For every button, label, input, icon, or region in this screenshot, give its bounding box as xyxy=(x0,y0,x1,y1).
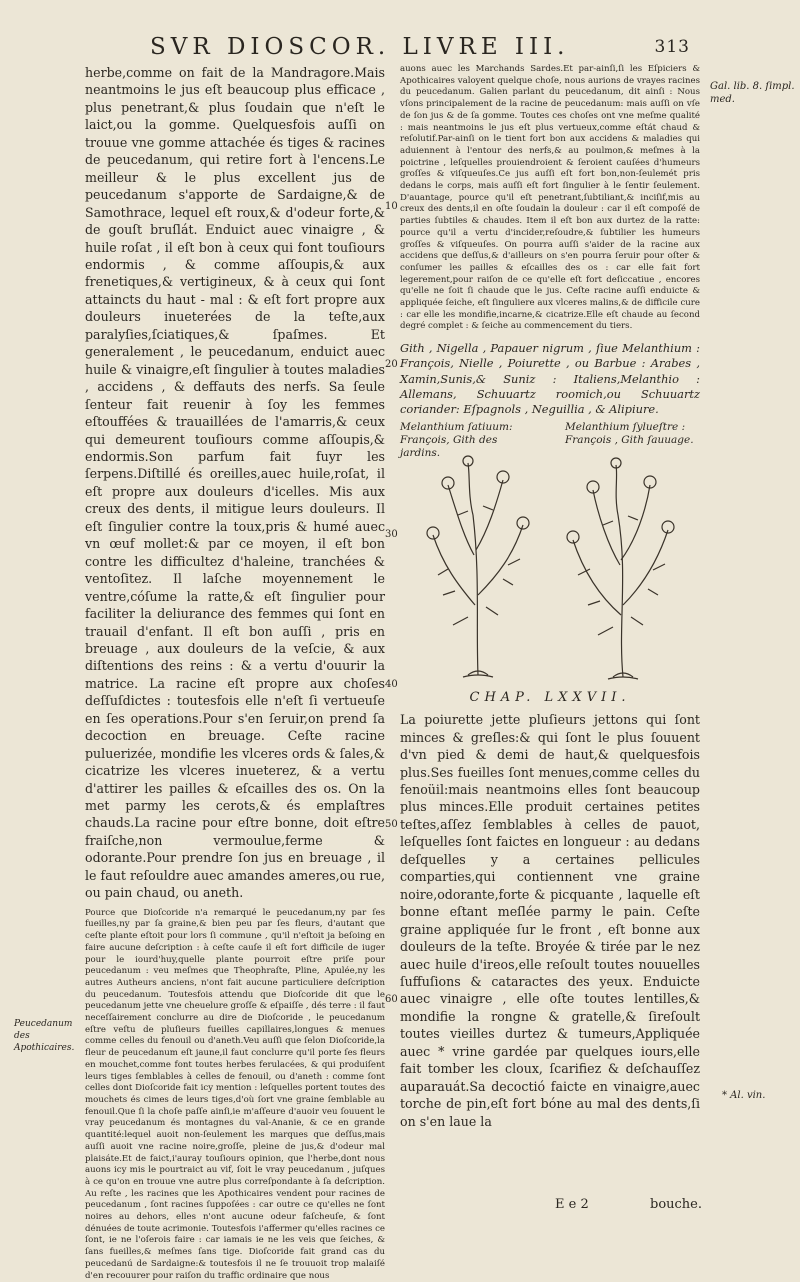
running-title: SVR DIOSCOR. LIVRE III. xyxy=(150,34,570,60)
illustration-label-right: Melanthium ſylueſtre : François , Gith ſauuage. xyxy=(565,421,694,447)
woodcut-illustration xyxy=(400,421,700,686)
left-main-text: herbe,comme on fait de la Mandragore.Mais neantmoins le jus eſt beaucoup plus efficace , plus penetrant,& plus ſoudain que n'eſt le laict,ou la gomme. Quelquesfois auſſi on trouue vne gomme attachée és tiges & racines de peucedanum, qui retire fort à l'encens.Le meilleur & le plus excellent jus de peucedanum s'apporte de Sardaigne,& de Samothrace, lequel eſt roux,& d'odeur forte,& de gouſt bruſlát. Enduict auec vinaigre , & huile roſat , il eſt bon à ceux qui font touſiours endormis , & comme aſſoupis,& aux frenetiques,& vertigineux, & à ceux qui ſont attaincts du haut - mal : & eſt fort propre aux douleurs inueterées de la teſte,aux paralyſies,ſciatiques,& ſpaſmes. Et generalement , le peucedanum, enduict auec huile & vinaigre,eſt ſingulier à toutes maladies , accidens , & deffauts des nerfs. Sa ſeule ſenteur fait reuenir à ſoy les femmes eſtouffées & trauaillées de l'amarris,& ceux qui demeurent touſiours comme aſſoupis,& endormis.Son parfum fait fuyr les ſerpens.Diſtillé és oreilles,auec huile,roſat, il eſt propre aux douleurs d'icelles. Mis aux creux des dents, il mitigue leurs douleurs. Il eſt ſingulier contre la toux,pris & humé auec vn œuf mollet:& par ce moyen, il eſt bon contre les difficultez d'haleine, tranchées & ventoſitez. Il laſche moyennement le ventre,cóſume la ratte,& eſt ſingulier pour faciliter la deliurance des femmes qui ſont en trauail d'enfant. Il eſt bon auſſi , pris en breuage , aux douleurs de la veſcie, & aux diſtentions des reins : & a vertu d'ouurir la matrice. La racine eſt propre aux choſes deſſuſdictes : toutesfois elle n'eſt ſi vertueuſe en ſes operations.Pour s'en ſeruir,on prend ſa decoction en breuage. Ceſte racine puluerizée, mondifie les vlceres ords & ſales,& cicatrize les vlceres inueterez, & a vertu d'attirer les pailles & eſcailles des os. On la met parmy les cerots,& és emplaſtres chauds.La racine pour eſtre bonne, doit eſtre fraiſche,non vermoulue,ferme & odorante.Pour prendre ſon jus en breuage , il le faut reſouldre auec amandes ameres,ou rue, ou pain chaud, ou aneth. xyxy=(85,65,385,901)
page-number: 313 xyxy=(654,37,690,57)
line-number: 60 xyxy=(385,994,398,1005)
line-number: 10 xyxy=(385,201,398,212)
line-number: 30 xyxy=(385,529,398,540)
margin-note-right-bottom: * Al. vin. xyxy=(722,1090,766,1101)
right-annotation: auons auec les Marchands Sardes.Et par-ainſi,ſi les Eſpiciers & Apothicaires valoyent quelque choſe, nous aurions de vrayes racines du peucedanum. Galien parlant du peucedanum, dit ainſi : Nous vſons principalement de la racine de peucedanum: mais auſſi on vſe de ſon jus & de ſa gomme. Toutes ces choſes ont vne meſme qualité : mais neantmoins le jus eſt plus vertueux,comme eſtát chaud & reſolutif.Par-ainſi on le tient fort bon aux accidens & maladies qui aduiennent à l'entour des nerfs,& au poulmon,& meſmes à la poictrine , leſquelles prouiendroient & ſeroient cauſées d'humeurs groſſes & viſqueuſes.Ce jus auſſi eſt fort bon,non-ſeulemét pris dedans le corps, mais auſſi eſt fort ſingulier à le ſentir ſeulement. D'auantage, pource qu'il eſt penetrant,ſubtiliant,& inciſif,mis au creux des dents,il en oſte ſoudain la douleur : car il eſt compoſé de parties ſubtiles & chaudes. Item il eſt bon aux durtez de la ratte: pource qu'il a vertu d'incider,reſoudre,& ſubtilier les humeurs groſſes & viſqueuſes. On pourra auſſi s'aider de la racine aux accidens que deſſus,& d'ailleurs on s'en pourra ſeruir pour oſter & conſumer les pailles & eſcailles des os : car elle fait fort legerement,pour raiſon de ce qu'elle eſt fort deſiccatiue , encores qu'elle ne ſoit ſi chaude que le jus. Ceſte racine auſſi enduicte & appliquée ſeiche, eſt ſinguliere aux vlceres malins,& de difficile cure : car elle les mondifie,incarne,& cicatrize.Elle eſt chaude au ſecond degré complet : & ſeiche au commencement du tiers. xyxy=(400,64,700,332)
plant-right xyxy=(567,458,674,679)
catchword: bouche. xyxy=(650,1197,702,1212)
left-annotation: Pource que Dioſcoride n'a remarqué le peucedanum,ny par ſes fueilles,ny par ſa graine,& bien peu par ſes fleurs, d'autant que ceſte plante eſtoit pour lors ſi commune , qu'il n'eſtoit ja beſoing en faire aucune deſcription : à ceſte cauſe il eſt fort difficile de iuger pour le iourd'huy,quelle plante pourroit eſtre priſe pour peucedanum : veu meſmes que Theophraſte, Pline, Apulée,ny les autres Autheurs anciens, n'ont fait aucune particuliere deſcription du peucedanum. Toutesfois attendu que Dioſcoride dit que le peucedanum jette vne cheuelure groſſe & eſpaiſſe , dés terre : il faut neceſſairement conclurre au dire de Dioſcoride , le peucedanum eſtre veſtu de pluſieurs fueilles capillaires,longues & menues comme celles du fenouil ou d'aneth.Veu auſſi que ſelon Dioſcoride,la fleur de peucedanum eſt jaune,il faut conclurre qu'il porte ſes fleurs en mouchet,comme font toutes herbes ferulacées, & qui produiſent leurs tiges ſemblables à celles de fenouil, ou d'aneth : comme ſont celles dont Dioſcoride fait icy mention : leſquelles portent toutes des mouchets és cimes de leurs tiges,d'où ſort vne graine ſemblable au fenouil.Que ſi la choſe paſſe ainſi,ie m'aſſeure d'auoir veu ſouuent le vray peucedanum és montagnes du val-Ananie, & ce en grande quantité:lequel auoit non-ſeulement les marques que deſſus,mais auſſi auoit vne racine noire,groſſe, pleine de jus,& d'odeur mal plaisáte.Et de faict,i'auray touſiours opinion, que l'herbe,dont nous auons icy mis le pourtraict au vif, ſoit le vray peucedanum , juſques à ce qu'on en trouue vne autre plus correſpondante à ſa deſcription. Au reſte , les racines que les Apothicaires vendent pour racines de peucedanum , ſont racines ſuppoſées : car outre ce qu'elles ne ſont noires au dehors, elles n'ont aucune odeur faſcheuſe, & ſont dénuées de toute acrimonie. Toutesfois i'affermer qu'elles racines ce ſont, ie ne l'oſerois faire : car iamais ie ne les veis que ſeiches, & ſans fueilles,& meſmes ſans tige. Dioſcoride fait grand cas du peucedanú de Sardaigne:& toutesfois il ne ſe trouuoit trop malaiſé d'en recouurer pour raiſon du traffic ordinaire que nous xyxy=(85,907,385,1281)
chapter-text: La poiurette jette pluſieurs jettons qui ſont minces & greſles:& qui ſont le plus ſouuent d'vn pied & demi de haut,& quelquesfois plus.Ses fueilles ſont menues,comme celles du fenoüil:mais neantmoins elles ſont beaucoup plus minces.Elle produit certaines petites teſtes,aſſez ſemblables à celles de pauot, leſquelles ſont faictes en longueur : au dedans deſquelles y a certaines pellicules comparties,qui contiennent vne graine noire,odorante,forte & picquante , laquelle eſt bonne eſtant meſlée parmy le pain. Ceſte graine appliquée ſur le front , eſt bonne aux douleurs de la teſte. Broyée & tirée par le nez auec huile d'ireos,elle reſoult toutes nouuelles ſuffuſions & cataractes des yeux. Enduicte auec vinaigre , elle oſte toutes lentilles,& mondifie la rongne & gratelle,& ſireſoult toutes vieilles durtez & tumeurs,Appliquée auec * vrine gardée par quelques iours,elle fait tomber les cloux, ſcarifiez & deſchauſſez auparauát.Sa decoctió faicte en vinaigre,auec torche de pin,eſt fort bóne au mal des dents,ſi on s'en laue la xyxy=(400,712,700,1129)
melanthium-woodcut xyxy=(418,455,688,680)
signature-mark: E e 2 xyxy=(555,1197,589,1212)
right-column xyxy=(400,64,700,1194)
line-numbers xyxy=(385,64,401,1164)
line-number: 20 xyxy=(385,359,398,370)
plant-left xyxy=(427,456,529,677)
illustration-label-left: Melanthium ſatiuum: François, Gith des jardins. xyxy=(400,421,513,460)
running-header xyxy=(150,30,690,64)
margin-note-left: Peucedanum des Apothicaires. xyxy=(14,1019,75,1053)
margin-note-right-top: Gal. lib. 8. ſimpl. med. xyxy=(710,81,795,105)
chapter-heading: CHAP. LXXVII. xyxy=(469,690,631,706)
left-column xyxy=(85,64,385,1281)
line-number: 50 xyxy=(385,819,398,830)
line-number: 40 xyxy=(385,679,398,690)
plant-names: Gith , Nigella , Papauer nigrum , ſiue Melanthium : François, Nielle , Poiurette , ou Barbue : Arabes , Xamin,Sunis,& Suniz : Italiens,Melanthio : Allemans, Schuuartz roomich,ou Schuuartz coriander: Eſpagnols , Neguillia , & Alipiure. xyxy=(400,341,700,416)
